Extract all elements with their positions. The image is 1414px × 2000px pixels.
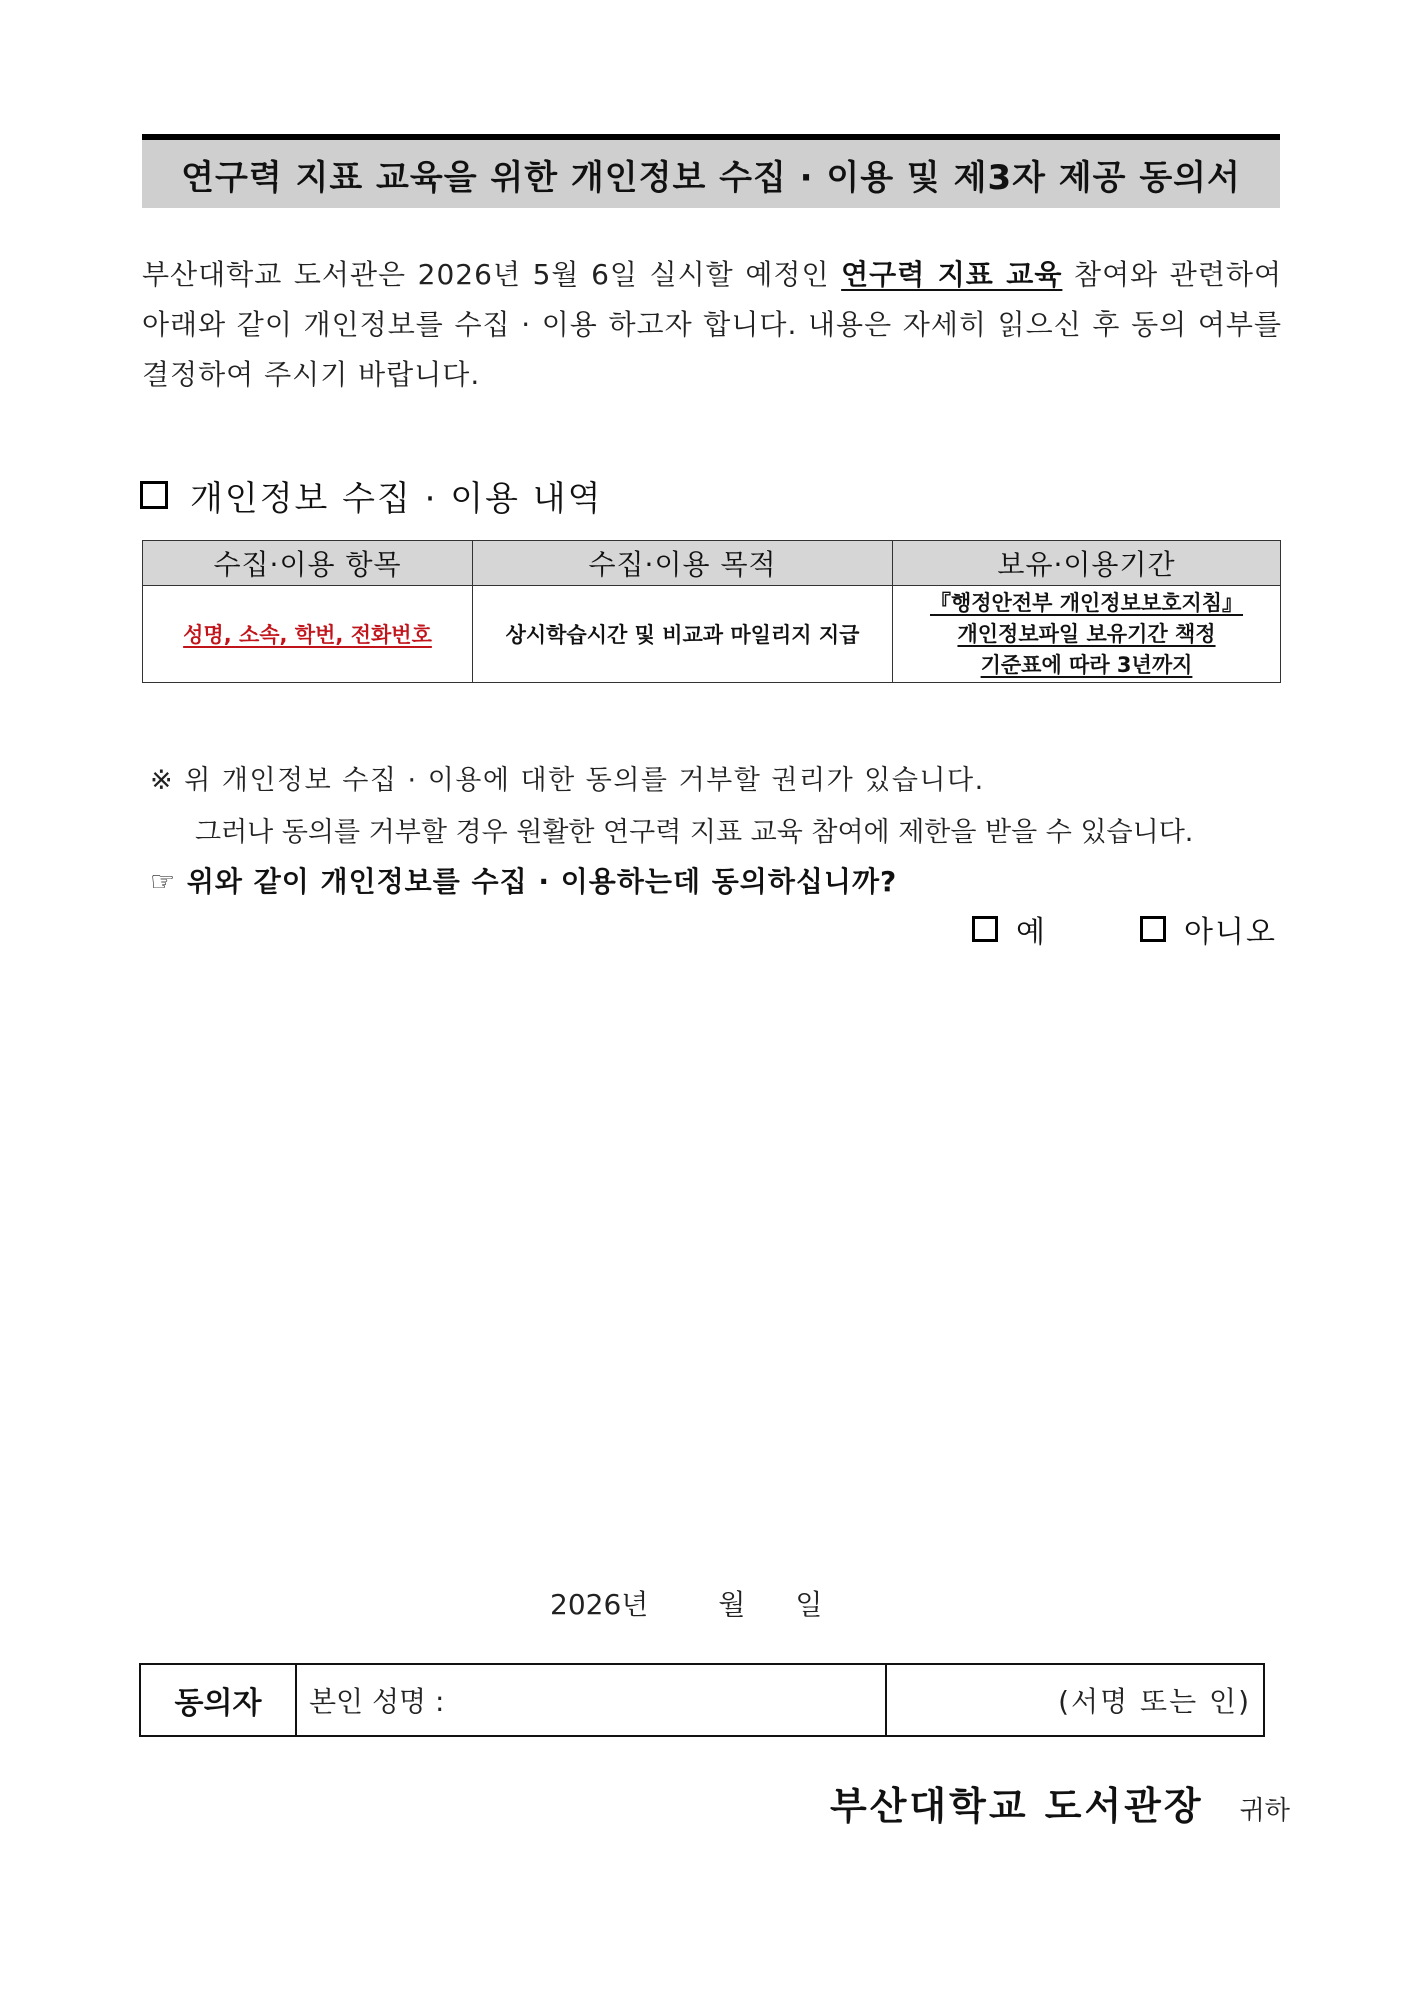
table-row [143,586,1281,683]
period-line-1: 『행정안전부 개인정보보호지침』 [929,590,1244,615]
section-heading [140,470,602,520]
document-title [142,140,1280,208]
section-heading-text: 개인정보 수집 · 이용 내역 [190,478,603,519]
no-checkbox[interactable] [1140,916,1166,942]
consent-yes-option[interactable] [972,906,1047,952]
name-field[interactable]: 본인 성명 : [296,1664,886,1736]
date-line [550,1583,822,1623]
table-header-purpose: 수집·이용 목적 [473,541,893,586]
signature-field[interactable]: (서명 또는 인) [886,1664,1264,1736]
yes-checkbox[interactable] [972,916,998,942]
intro-text-after: 참여와 관련하여 아래와 같이 개인정보를 수집 · 이용 하고자 합니다. 내용은 자세히 읽으신 후 동의 여부를 결정하여 주시기 바랍니다. [142,258,1282,391]
recipient-suffix: 귀하 [1239,1796,1290,1826]
intro-highlight: 연구력 지표 교육 [841,258,1063,291]
consenter-label: 동의자 [140,1664,296,1736]
table-cell-period [893,586,1281,683]
consent-question: ☞ 위와 같이 개인정보를 수집 · 이용하는데 동의하십니까? [150,865,898,898]
signature-row [140,1664,1264,1736]
yes-label: 예 [1016,915,1047,950]
table-cell-items: 성명, 소속, 학번, 전화번호 [143,586,473,683]
table-cell-purpose: 상시학습시간 및 비교과 마일리지 지급 [473,586,893,683]
date-day: 일 [795,1588,823,1621]
intro-text-before: 부산대학교 도서관은 2026년 5월 6일 실시할 예정인 [142,258,842,291]
date-month: 월 [718,1588,746,1621]
refusal-right-note: ※ 위 개인정보 수집 · 이용에 대한 동의를 거부할 권리가 있습니다. [150,765,985,796]
collection-info-table [142,540,1281,683]
document-title-text: 연구력 지표 교육을 위한 개인정보 수집 · 이용 및 제3자 제공 동의서 [181,157,1241,198]
recipient-line [830,1775,1290,1830]
table-header-items: 수집·이용 항목 [143,541,473,586]
table-header-row [143,541,1281,586]
table-header-period: 보유·이용기간 [893,541,1281,586]
period-line-2: 개인정보파일 보유기간 책정 [957,621,1216,646]
no-label: 아니오 [1184,915,1277,950]
checkbox-icon [140,481,168,509]
period-line-3: 기준표에 따라 3년까지 [980,652,1193,677]
refusal-limitation-note: 그러나 동의를 거부할 경우 원활한 연구력 지표 교육 참여에 제한을 받을 수 있습니다. [195,817,1194,848]
date-year: 2026년 [550,1588,649,1621]
intro-paragraph [142,250,1282,400]
recipient-org: 부산대학교 도서관장 [830,1784,1204,1828]
signature-table [139,1663,1265,1737]
consent-no-option[interactable] [1140,906,1277,952]
